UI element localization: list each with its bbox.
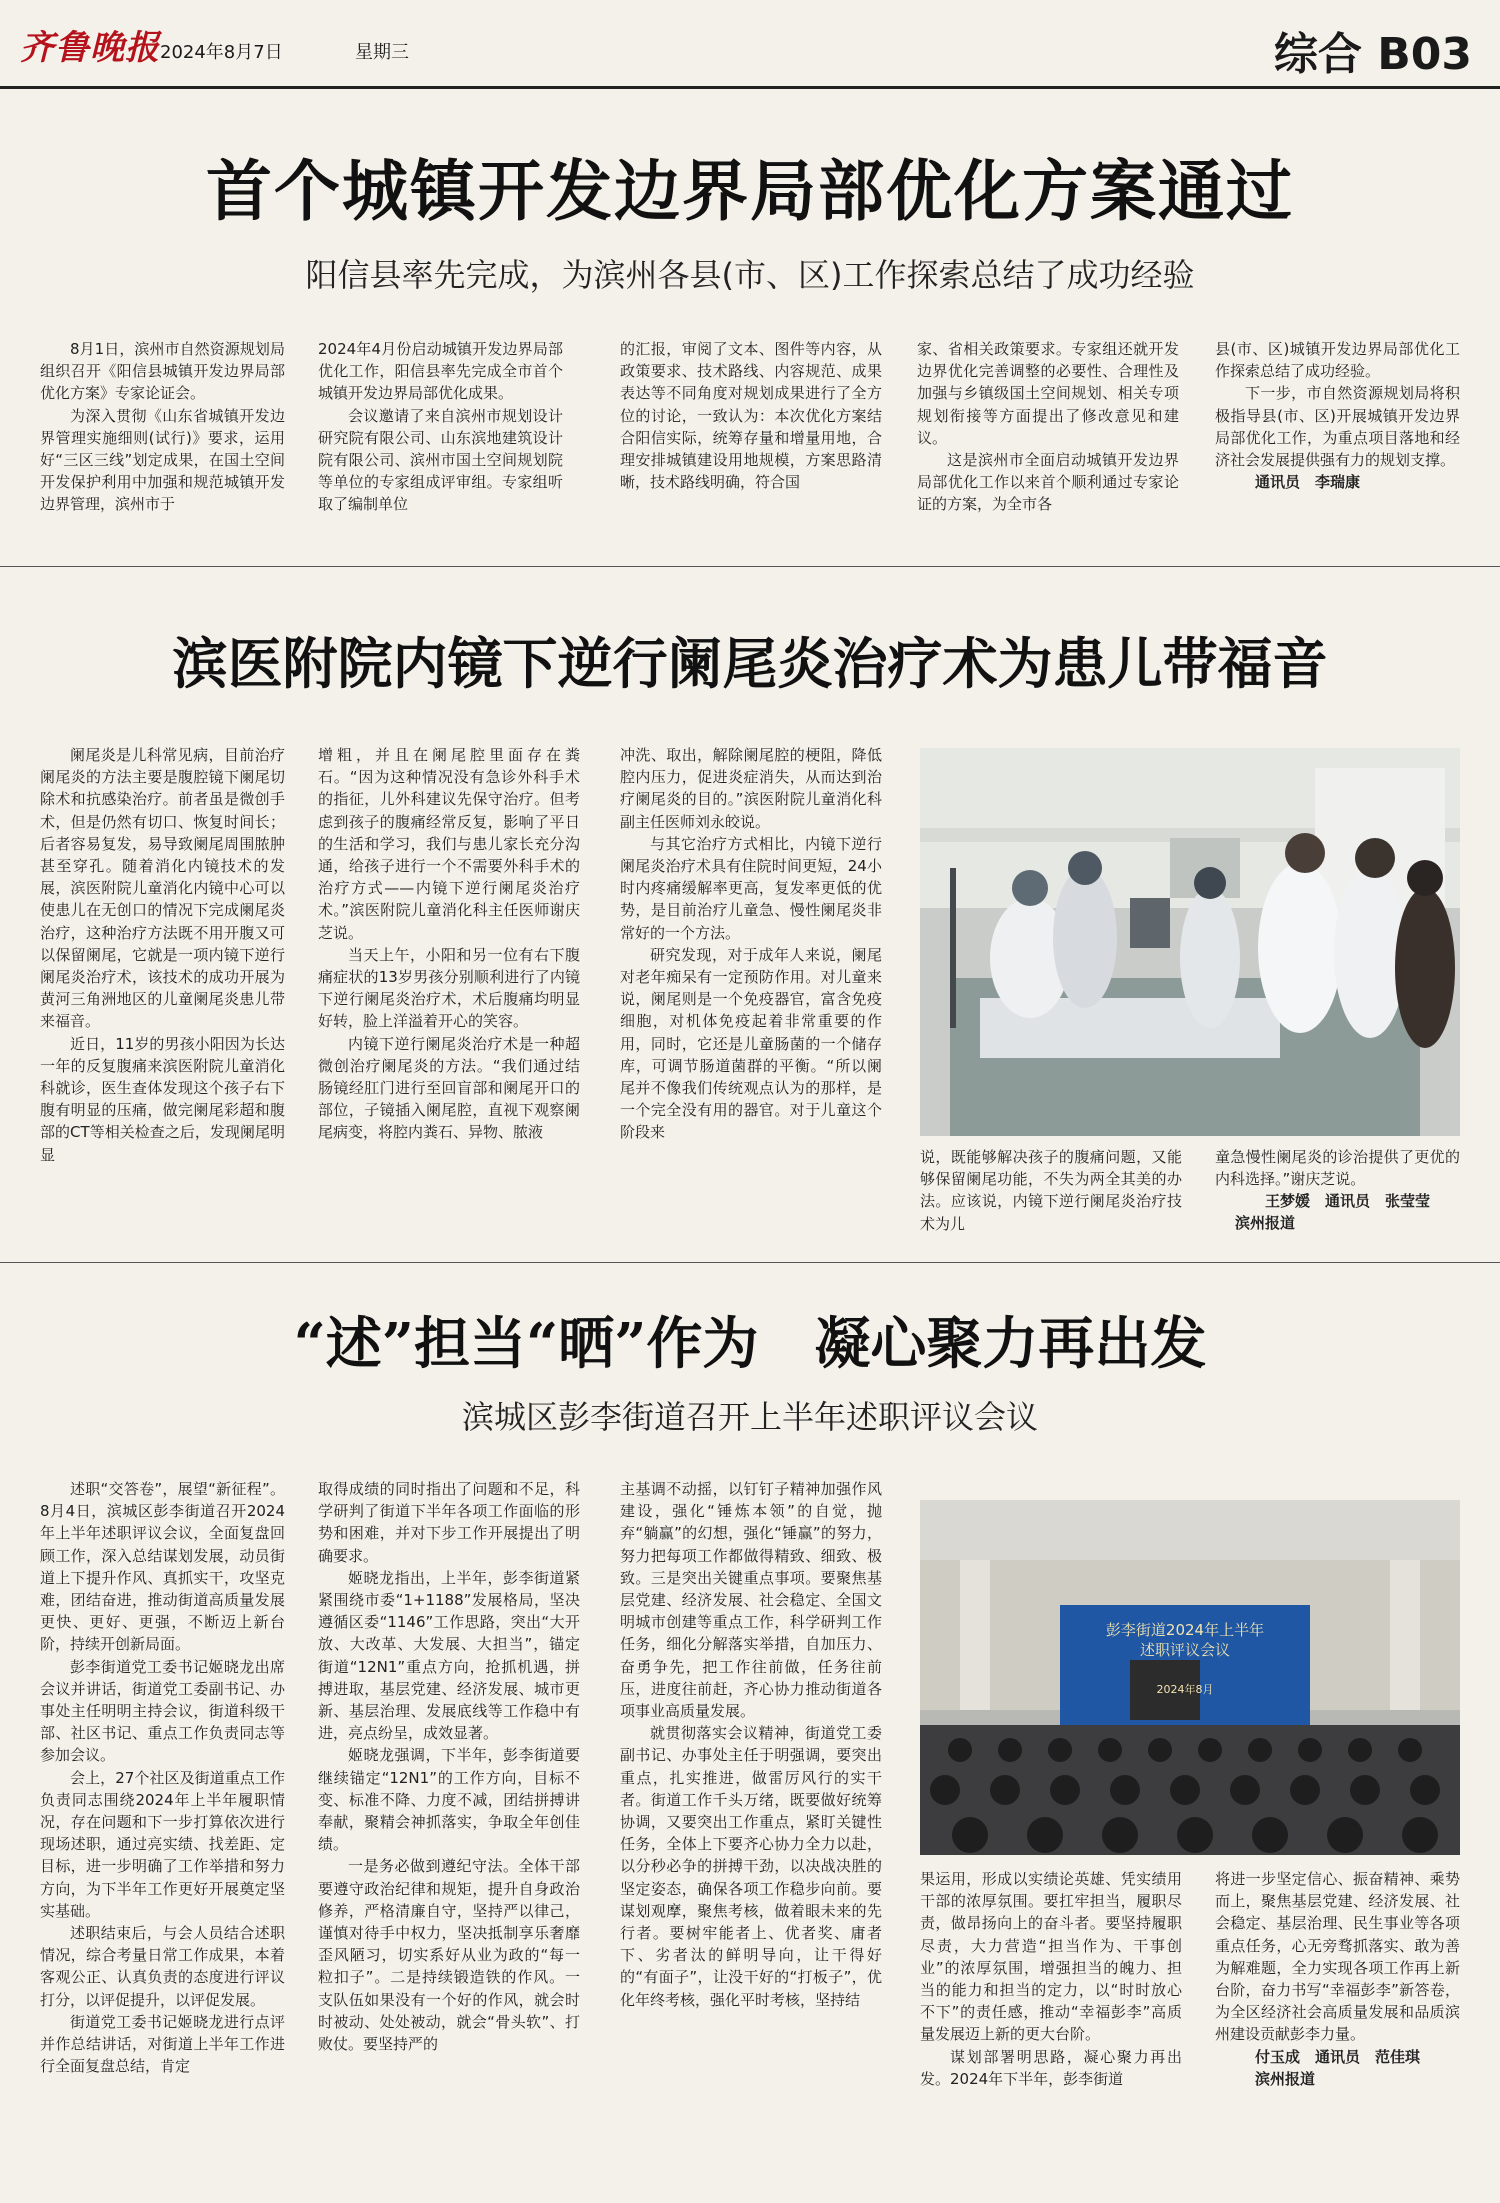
article3-byline: 付玉成 通讯员 范佳琪 [1255, 2047, 1421, 2066]
article3-dateline: 滨州报道 [1255, 2069, 1316, 2088]
masthead-rule [0, 86, 1500, 89]
paragraph: 一是务必做到遵纪守法。全体干部要遵守政治纪律和规矩，提升自身政治修养，严格清廉自守，坚持严以律己，谨慎对待手中权力，坚决抵制享乐奢靡歪风陋习，切实系好从业为政的“每一粒扣子”。二是持续锻造铁的作风。一支队伍如果没有一个好的作风，就会时时被动、处处被动，就会“骨头软”、打败仗。要坚持严的 [318, 1857, 580, 2054]
paragraph: 会议邀请了来自滨州市规划设计研究院有限公司、山东滨地建筑设计院有限公司、滨州市国土空间规划院等单位的专家组成评审组。专家组听取了编制单位 [318, 406, 563, 514]
paragraph: 说，既能够解决孩子的腹痛问题，又能够保留阑尾功能，不失为两全其美的办法。应该说，内镜下逆行阑尾炎治疗技术为儿 [920, 1148, 1182, 1233]
paragraph: 下一步，市自然资源规划局将积极指导县(市、区)开展城镇开发边界局部优化工作，为重点项目落地和经济社会发展提供强有力的规划支撑。 [1215, 384, 1460, 470]
article2-dateline: 滨州报道 [1235, 1214, 1296, 1233]
paragraph: 街道党工委书记姬晓龙进行点评并作总结讲话，对街道上半年工作进行全面复盘总结，肯定 [40, 2012, 285, 2076]
endoscopy-photo [920, 748, 1460, 1136]
article1-subtitle: 阳信县率先完成，为滨州各县(市、区)工作探索总结了成功经验 [305, 256, 1195, 294]
paragraph: 述职结束后，与会人员结合述职情况，综合考量日常工作成果，本着客观公正、认真负责的态度进行评议打分，以评促提升，以评促发展。 [40, 1924, 285, 2009]
meeting-banner [1060, 1620, 1310, 1700]
article1-byline: 通讯员 李瑞康 [1255, 473, 1361, 492]
article-divider [0, 566, 1500, 567]
article2-col1 [40, 744, 285, 1166]
article1-col4 [917, 338, 1179, 516]
paragraph: 研究发现，对于成年人来说，阑尾对老年痴呆有一定预防作用。对儿童来说，阑尾则是一个免疫器官，富含免疫细胞，对机体免疫起着非常重要的作用，同时，它还是儿童肠菌的一个储存库，可调节肠道菌群的平衡。“所以阑尾并不像我们传统观点认为的那样，是一个完全没有用的器官。对于儿童这个阶段来 [620, 945, 882, 1142]
banner-date: 2024年8月 [1156, 1683, 1214, 1696]
paragraph: 阑尾炎是儿科常见病，目前治疗阑尾炎的方法主要是腹腔镜下阑尾切除术和抗感染治疗。前者虽是微创手术，但是仍然有切口、恢复时间长；后者容易复发，易导致阑尾周围脓肿甚至穿孔。随着消化内镜技术的发展，滨医附院儿童消化内镜中心可以使患儿在无创口的情况下完成阑尾炎治疗，这种治疗方法既不用开腹又可以保留阑尾，它就是一项内镜下逆行阑尾炎治疗术，该技术的成功开展为黄河三角洲地区的儿童阑尾炎患儿带来福音。 [40, 746, 285, 1031]
article3-title: “述”担当“晒”作为 凝心聚力再出发 [293, 1311, 1207, 1377]
article3-subtitle: 滨城区彭李街道召开上半年述职评议会议 [461, 1398, 1038, 1436]
paragraph: 述职“交答卷”，展望“新征程”。8月4日，滨城区彭李街道召开2024年上半年述职评议会议，全面复盘回顾工作，深入总结谋划发展，动员街道上下提升作风、真抓实干，攻坚克难，团结奋进，推动街道高质量发展更快、更好、更强，不断迈上新台阶，持续开创新局面。 [40, 1480, 285, 1654]
article1-col1 [40, 338, 285, 516]
paragraph: 谋划部署明思路，凝心聚力再出发。2024年下半年，彭李街道 [920, 2047, 1182, 2088]
issue-date: 2024年8月7日 [160, 42, 283, 63]
paragraph: 取得成绩的同时指出了问题和不足，科学研判了街道下半年各项工作面临的形势和困难，并对下步工作开展提出了明确要求。 [318, 1480, 580, 1565]
paragraph: 姬晓龙强调，下半年，彭李街道要继续锚定“12N1”的工作方向，目标不变、标准不降、力度不减，团结拼搏讲奉献，聚精会神抓落实，争取全年创佳绩。 [318, 1746, 580, 1854]
paragraph: 的汇报，审阅了文本、图件等内容，从政策要求、技术路线、内容规范、成果表达等不同角度对规划成果进行了全方位的讨论，一致认为：本次优化方案结合阳信实际，统筹存量和增量用地，合理安排城镇建设用地规模，方案思路清晰，技术路线明确，符合国 [620, 340, 882, 492]
paragraph: 童急慢性阑尾炎的诊治提供了更优的内科选择。”谢庆芝说。 [1215, 1148, 1460, 1189]
article1-col2 [318, 338, 563, 516]
article1-title: 首个城镇开发边界局部优化方案通过 [206, 152, 1294, 230]
article1-col5 [1215, 338, 1460, 493]
article2-col3 [620, 744, 882, 1144]
paragraph: 家、省相关政策要求。专家组还就开发边界优化完善调整的必要性、合理性及加强与乡镇级国土空间规划、相关专项规划衔接等方面提出了修改意见和建议。 [917, 340, 1179, 447]
paragraph: 果运用，形成以实绩论英雄、凭实绩用干部的浓厚氛围。要扛牢担当，履职尽责，做昂扬向上的奋斗者。要坚持履职尽责，大力营造“担当作为、干事创业”的浓厚氛围，增强担当的魄力、担当的能力和担当的定力，以“时时放心不下”的责任感，推动“幸福彭李”高质量发展迈上新的更大台阶。 [920, 1870, 1182, 2044]
article3-col2 [318, 1478, 580, 2055]
issue-weekday: 星期三 [355, 42, 409, 63]
paragraph: 就贯彻落实会议精神，街道党工委副书记、办事处主任于明强调，要突出重点，扎实推进，做雷厉风行的实干者。街道工作千头万绪，既要做好统筹协调，又要突出工作重点，紧盯关键性任务，全体上下要齐心协力全力以赴，以分秒必争的拼搏干劲，以决战决胜的坚定姿态，确保各项工作稳步向前。要谋划观摩，聚焦考核，做着眼未来的先行者。要树牢能者上、优者奖、庸者下、劣者汰的鲜明导向，让干得好的“有面子”，让没干好的“打板子”，优化年终考核，强化平时考核，坚持结 [620, 1724, 882, 2009]
section-label: 综合 B03 [1273, 29, 1472, 80]
article2-col2 [318, 744, 580, 1144]
article2-col4 [920, 1146, 1182, 1235]
paragraph: 将进一步坚定信心、振奋精神、乘势而上，聚焦基层党建、经济发展、社会稳定、基层治理、民生事业等各项重点任务，心无旁骛抓落实、敢为善为解难题，全力实现各项工作再上新台阶，奋力书写“幸福彭李”新答卷，为全区经济社会高质量发展和品质滨州建设贡献彭李力量。 [1215, 1870, 1460, 2044]
paragraph: 与其它治疗方式相比，内镜下逆行阑尾炎治疗术具有住院时间更短，24小时内疼痛缓解率更高，复发率更低的优势，是目前治疗儿童急、慢性阑尾炎非常好的一个方法。 [620, 834, 882, 942]
paragraph: 内镜下逆行阑尾炎治疗术是一种超微创治疗阑尾炎的方法。“我们通过结肠镜经肛门进行至回盲部和阑尾开口的部位，子镜插入阑尾腔，直视下观察阑尾病变，将腔内粪石、异物、脓液 [318, 1034, 580, 1142]
article3-col1 [40, 1478, 285, 2077]
article3-col4 [920, 1868, 1182, 2090]
paragraph: 当天上午，小阳和另一位有右下腹痛症状的13岁男孩分别顺利进行了内镜下逆行阑尾炎治疗术，术后腹痛均明显好转，脸上洋溢着开心的笑容。 [318, 945, 580, 1031]
meeting-photo [920, 1500, 1460, 1855]
article2-title: 滨医附院内镜下逆行阑尾炎治疗术为患儿带福音 [172, 631, 1328, 696]
article2-col5 [1215, 1146, 1460, 1234]
paragraph: 彭李街道党工委书记姬晓龙出席会议并讲话，街道党工委副书记、办事处主任明明主持会议，街道科级干部、社区书记、重点工作负责同志等参加会议。 [40, 1657, 285, 1765]
article-divider [0, 1262, 1500, 1263]
paragraph: 姬晓龙指出，上半年，彭李街道紧紧围绕市委“1+1188”发展格局，坚决遵循区委“1146”工作思路，突出“大开放、大改革、大发展、大担当”，锚定街道“12N1”重点方向，抢抓机遇，拼搏进取，基层党建、经济发展、城市更新、基层治理、发展底线等工作稳中有进，亮点纷呈，成效显著。 [318, 1568, 580, 1743]
paragraph: 这是滨州市全面启动城镇开发边界局部优化工作以来首个顺利通过专家论证的方案，为全市各 [917, 451, 1179, 514]
newspaper-logo: 齐鲁晚报 [20, 28, 160, 68]
paragraph: 近日，11岁的男孩小阳因为长达一年的反复腹痛来滨医附院儿童消化科就诊，医生查体发现这个孩子右下腹有明显的压痛，做完阑尾彩超和腹部的CT等相关检查之后，发现阑尾明显 [40, 1034, 285, 1164]
paragraph: 为深入贯彻《山东省城镇开发边界管理实施细则(试行)》要求，运用好“三区三线”划定成果，在国土空间开发保护利用中加强和规范城镇开发边界管理，滨州市于 [40, 406, 285, 514]
article2-byline: 王梦媛 通讯员 张莹莹 [1265, 1192, 1431, 1211]
paragraph: 增粗，并且在阑尾腔里面存在粪石。“因为这种情况没有急诊外科手术的指征，儿外科建议先保守治疗。但考虑到孩子的腹痛经常反复，影响了平日的生活和学习，我们与患儿家长充分沟通，给孩子进行一个不需要外科手术的治疗方式——内镜下逆行阑尾炎治疗术。”滨医附院儿童消化科主任医师谢庆芝说。 [318, 746, 580, 942]
paragraph: 2024年4月份启动城镇开发边界局部优化工作，阳信县率先完成全市首个城镇开发边界局部优化成果。 [318, 340, 563, 403]
paragraph: 8月1日，滨州市自然资源规划局组织召开《阳信县城镇开发边界局部优化方案》专家论证会。 [40, 340, 285, 403]
article3-col5 [1215, 1868, 1460, 2090]
paragraph: 县(市、区)城镇开发边界局部优化工作探索总结了成功经验。 [1215, 340, 1460, 381]
endoscopy-photo-illustration [920, 748, 1460, 1136]
paragraph: 会上，27个社区及街道重点工作负责同志围绕2024年上半年履职情况，存在问题和下一步打算依次进行现场述职，通过亮实绩、找差距、定目标，进一步明确了工作举措和努力方向，为下半年工作更好开展奠定坚实基础。 [40, 1768, 285, 1920]
article1-col3 [620, 338, 882, 493]
paragraph: 冲洗、取出，解除阑尾腔的梗阻，降低腔内压力，促进炎症消失，从而达到治疗阑尾炎的目的。”滨医附院儿童消化科副主任医师刘永皎说。 [620, 746, 882, 831]
masthead [0, 0, 1500, 88]
article3-col3 [620, 1478, 882, 2011]
banner-subtitle: 述职评议会议 [1139, 1641, 1230, 1659]
banner-title: 彭李街道2024年上半年 [1105, 1621, 1265, 1639]
paragraph: 主基调不动摇，以钉钉子精神加强作风建设，强化“锤炼本领”的自觉，抛弃“躺赢”的幻想，强化“锤赢”的努力，努力把每项工作都做得精致、细致、极致。三是突出关键重点事项。要聚焦基层党建、经济发展、社会稳定、全国文明城市创建等重点工作，科学研判工作任务，细化分解落实举措，自加压力、奋勇争先，把工作往前做，任务往前压，进度往前赶，齐心协力推动街道各项事业高质量发展。 [620, 1480, 882, 1721]
